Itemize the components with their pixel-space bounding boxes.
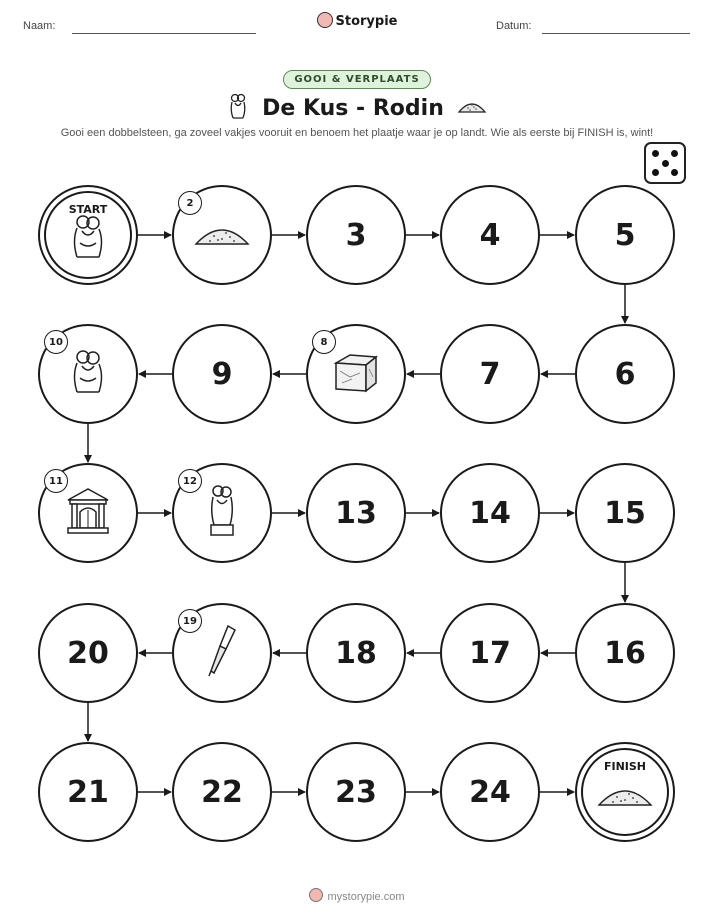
space-number: 15 — [604, 495, 646, 531]
board-space-22[interactable] — [172, 742, 272, 842]
board-space-8[interactable] — [306, 324, 406, 424]
space-number: 5 — [614, 217, 636, 253]
space-number: 22 — [201, 774, 243, 810]
board-space-17[interactable] — [440, 603, 540, 703]
kiss-sculpture-icon — [68, 348, 108, 400]
board-space-6[interactable] — [575, 324, 675, 424]
board-space-20[interactable] — [38, 603, 138, 703]
page-title: De Kus - Rodin — [262, 95, 444, 121]
board-space-19[interactable] — [172, 603, 272, 703]
sand-pile-icon — [595, 779, 655, 813]
space-number-badge: 19 — [178, 609, 202, 633]
space-number: 7 — [479, 356, 501, 392]
board-space-12[interactable] — [172, 463, 272, 563]
board-space-5[interactable] — [575, 185, 675, 285]
kiss-sculpture-icon — [68, 213, 108, 265]
finish-label: FINISH — [603, 760, 647, 773]
board-space-14[interactable] — [440, 463, 540, 563]
space-number-badge: 8 — [312, 330, 336, 354]
board-space-23[interactable] — [306, 742, 406, 842]
board-space-18[interactable] — [306, 603, 406, 703]
board-space-13[interactable] — [306, 463, 406, 563]
name-label: Naam: — [23, 20, 56, 32]
storypie-logo-icon — [309, 888, 323, 902]
board-space-24[interactable] — [440, 742, 540, 842]
museum-icon — [65, 486, 111, 540]
footer-url[interactable]: mystorypie.com — [327, 891, 405, 903]
sand-pile-icon — [192, 218, 252, 252]
board-space-3[interactable] — [306, 185, 406, 285]
space-number: 9 — [211, 356, 233, 392]
board-space-7[interactable] — [440, 324, 540, 424]
board-space-4[interactable] — [440, 185, 540, 285]
board-space-16[interactable] — [575, 603, 675, 703]
space-number: 16 — [604, 635, 646, 671]
space-number-badge: 2 — [178, 191, 202, 215]
marble-block-icon — [330, 349, 382, 399]
board-space-9[interactable] — [172, 324, 272, 424]
space-number: 21 — [67, 774, 109, 810]
start-label: START — [68, 203, 108, 216]
brand-name: Storypie — [335, 14, 398, 29]
start-space[interactable] — [38, 185, 138, 285]
board-space-2[interactable] — [172, 185, 272, 285]
date-label: Datum: — [496, 20, 532, 32]
instructions: Gooi een dobbelsteen, ga zoveel vakjes vooruit en benoem het plaatje waar je op landt. Wie als eerste bij FINISH is, wint! — [60, 127, 654, 139]
board-space-11[interactable] — [38, 463, 138, 563]
space-number: 17 — [469, 635, 511, 671]
space-number-badge: 12 — [178, 469, 202, 493]
space-number: 4 — [479, 217, 501, 253]
space-number-badge: 11 — [44, 469, 68, 493]
space-number: 14 — [469, 495, 511, 531]
space-number: 18 — [335, 635, 377, 671]
finish-space[interactable] — [575, 742, 675, 842]
board-space-10[interactable] — [38, 324, 138, 424]
space-number: 6 — [614, 356, 636, 392]
space-number: 13 — [335, 495, 377, 531]
space-number: 3 — [345, 217, 367, 253]
board-space-21[interactable] — [38, 742, 138, 842]
space-number: 24 — [469, 774, 511, 810]
space-number-badge: 10 — [44, 330, 68, 354]
space-number: 20 — [67, 635, 109, 671]
statue-icon — [204, 483, 240, 543]
footer — [0, 888, 714, 903]
space-number: 23 — [335, 774, 377, 810]
chisel-icon — [202, 623, 242, 683]
game-type-badge: GOOI & VERPLAATS — [283, 70, 430, 89]
board-space-15[interactable] — [575, 463, 675, 563]
